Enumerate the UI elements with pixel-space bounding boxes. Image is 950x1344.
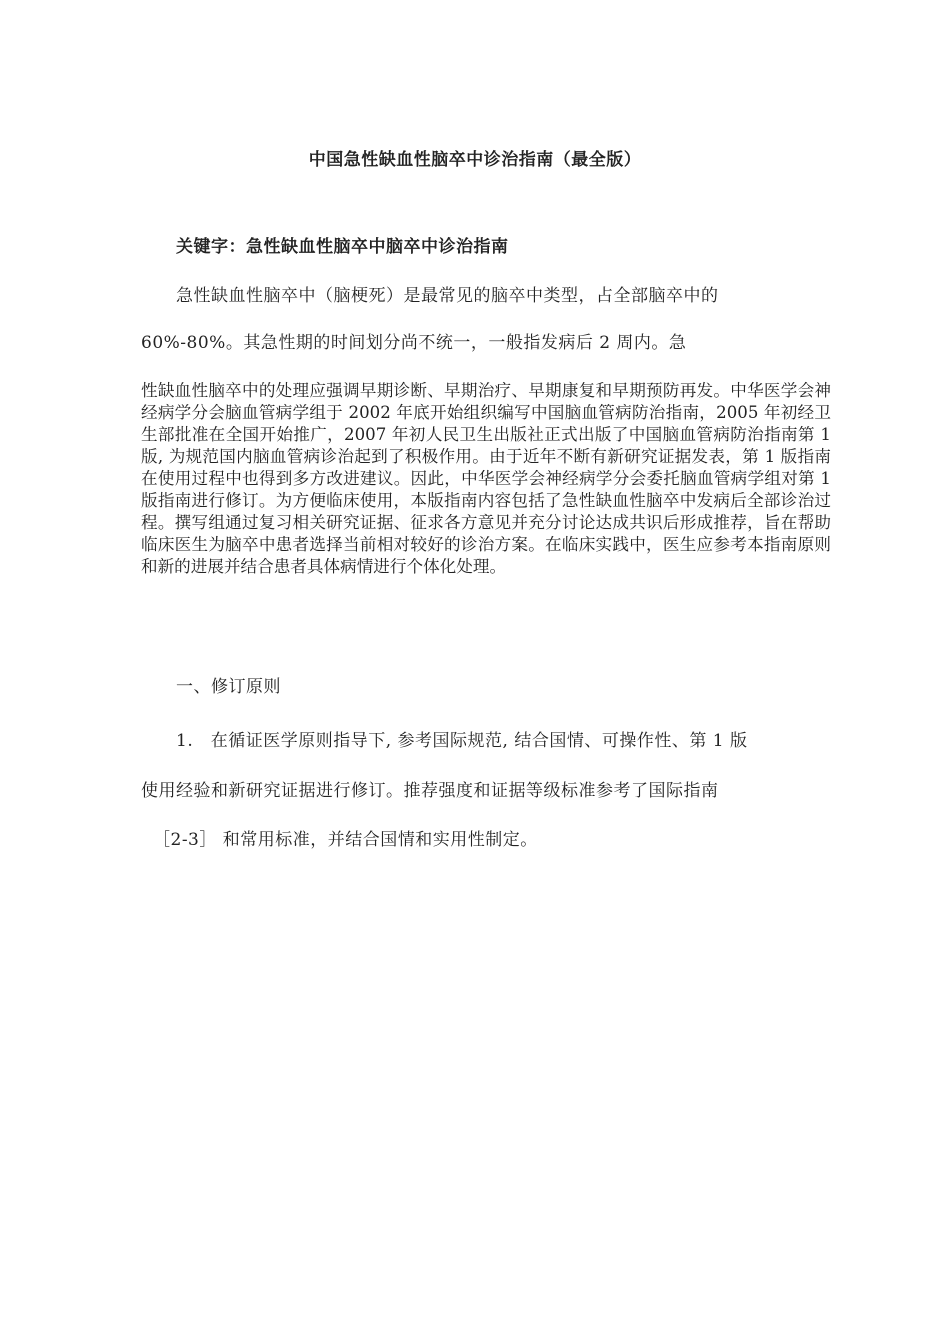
item-1-line-1: 1. 在循证医学原则指导下, 参考国际规范, 结合国情、可操作性、第 1 版 — [176, 731, 748, 751]
keywords-line: 关键字：急性缺血性脑卒中脑卒中诊治指南 — [176, 237, 509, 257]
intro-line-1: 急性缺血性脑卒中（脑梗死）是最常见的脑卒中类型，占全部脑卒中的 — [176, 286, 719, 306]
item-1-line-2: 使用经验和新研究证据进行修订。推荐强度和证据等级标准参考了国际指南 — [141, 781, 719, 801]
document-title: 中国急性缺血性脑卒中诊治指南（最全版） — [308, 150, 642, 170]
intro-line-2: 60%-80%。其急性期的时间划分尚不统一，一般指发病后 2 周内。急 — [141, 333, 687, 353]
body-paragraph: 性缺血性脑卒中的处理应强调早期诊断、早期治疗、早期康复和早期预防再发。中华医学会神经病学分会脑血管病学组于 2002 年底开始组织编写中国脑血管病防治指南，2005 年初经卫生部批准在全国开始推广，2007 年初人民卫生出版社正式出版了中国脑血管病防治指南第 1 版, 为规范国内脑血管病诊治起到了积极作用。由于近年不断有新研究证据发表，第 1 版指南在使用过程中也得到多方改进建议。因此，中华医学会神经病学分会委托脑血管病学组对第 1 版指南进行修订。为方便临床使用，本版指南内容包括了急性缺血性脑卒中发病后全部诊治过程。撰写组通过复习相关研究证据、征求各方意见并充分讨论达成共识后形成推荐，旨在帮助临床医生为脑卒中患者选择当前相对较好的诊治方案。在临床实践中，医生应参考本指南原则和新的进展并结合患者具体病情进行个体化处理。 — [141, 381, 831, 576]
item-1-line-3: ［2-3］ 和常用标准，并结合国情和实用性制定。 — [153, 830, 538, 850]
section-heading: 一、修订原则 — [176, 677, 281, 697]
